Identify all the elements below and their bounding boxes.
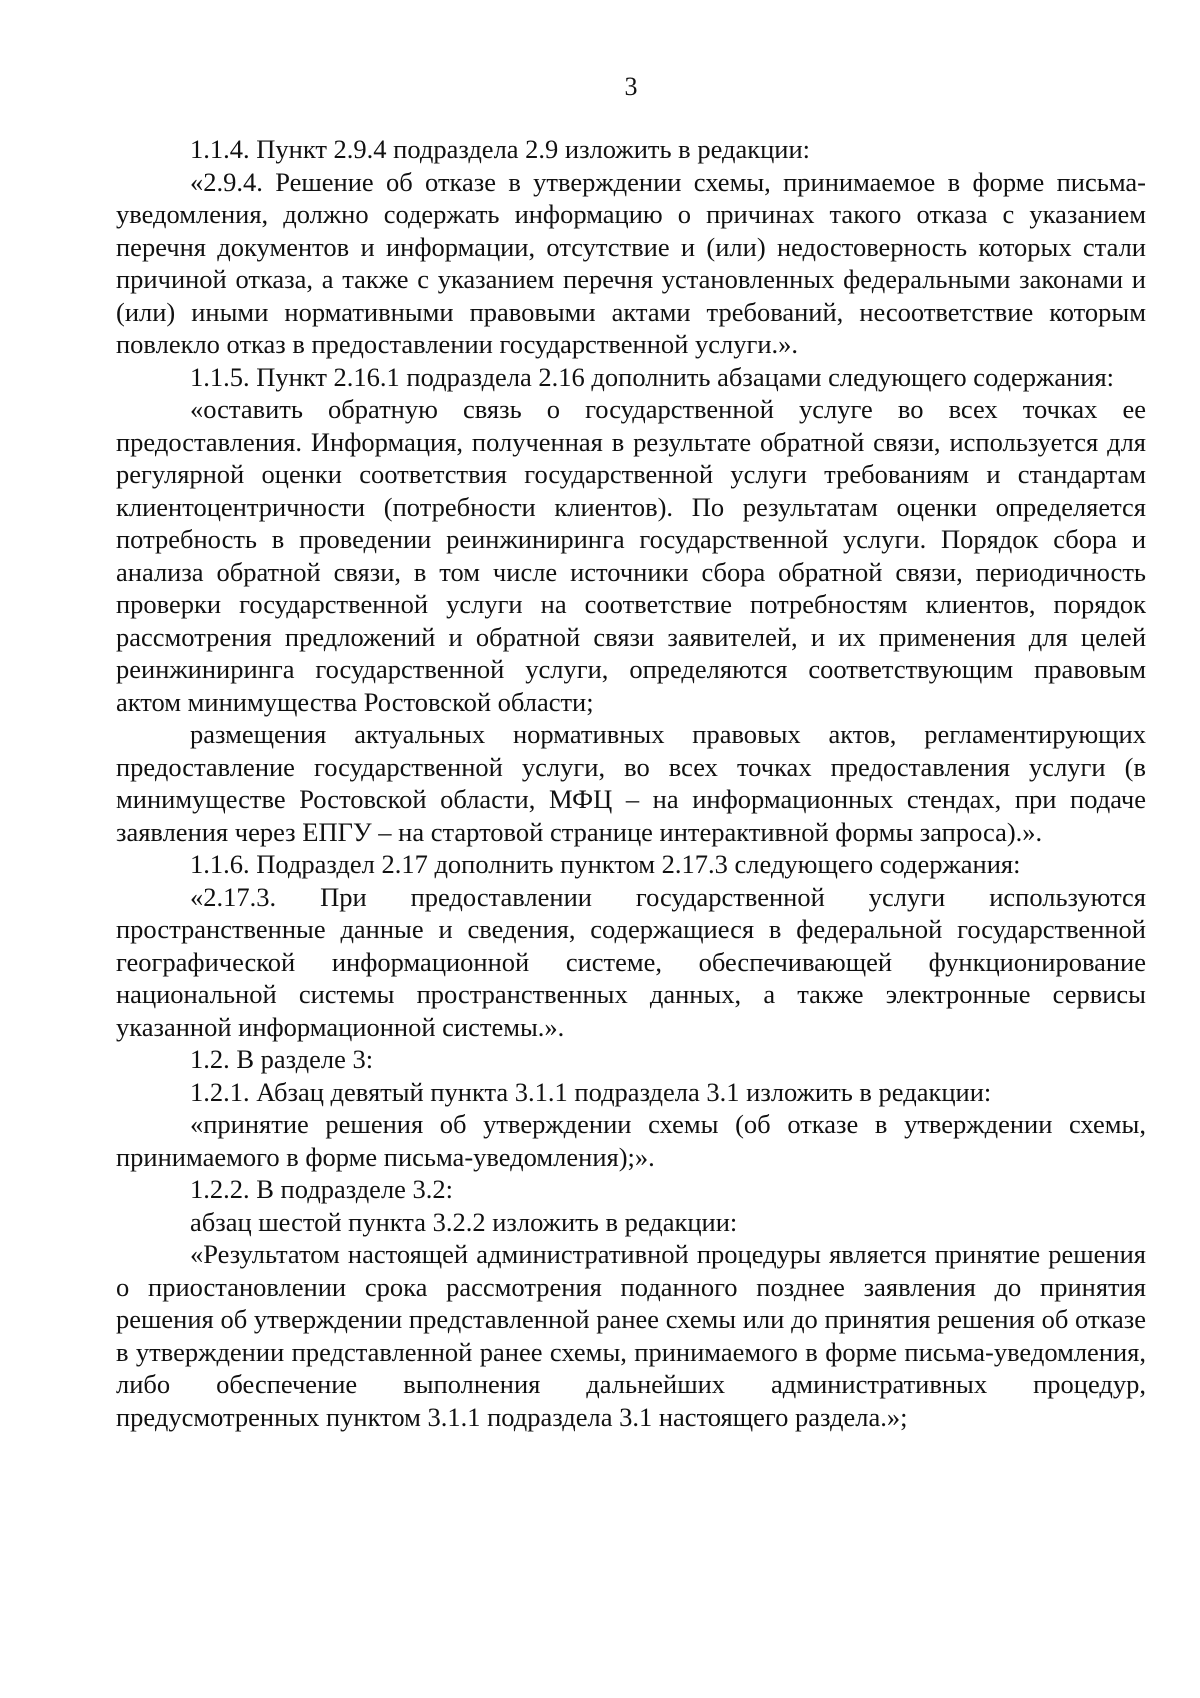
paragraph-quote-placement: размещения актуальных нормативных правовых актов, регламентирующих предоставление государственной услуги, во всех точках предоставления услуги (в минимуществе Ростовской области, МФЦ – на информационных стендах, при подаче заявления через ЕПГУ – на стартовой странице интерактивной формы запроса).». [116, 719, 1146, 847]
paragraph-quote-result: «Результатом настоящей административной процедуры является принятие решения о приостановлении срока рассмотрения поданного позднее заявления до принятия решения об утверждении представленной ранее схемы или до принятия решения об отказе в утверждении представленной ранее схемы, принимаемого в форме письма-уведомления, либо обеспечение выполнения дальнейших административных процедур, предусмотренных пунктом 3.1.1 подраздела 3.1 настоящего раздела.»; [116, 1239, 1146, 1432]
paragraph-quote-2-9-4: «2.9.4. Решение об отказе в утверждении схемы, принимаемое в форме письма-уведомления, должно содержать информацию о причинах такого отказа с указанием перечня документов и информации, отсутствие и (или) недостоверность которых стали причиной отказа, а также с указанием перечня установленных федеральными законами и (или) иными нормативными правовыми актами требований, несоответствие которым повлекло отказ в предоставлении государственной услуги.». [116, 166, 1146, 359]
page-number: 3 [624, 72, 638, 101]
paragraph-quote-2-17-3: «2.17.3. При предоставлении государственной услуги используются пространственные данные и сведения, содержащиеся в федеральной государственной географической информационной системе, обеспечивающей функционирование национальной системы пространственных данных, а также электронные сервисы указанной информационной системы.». [116, 881, 1146, 1042]
paragraph-1-2-2: 1.2.2. В подразделе 3.2: [190, 1174, 454, 1204]
document-body [116, 133, 1146, 1433]
paragraph-1-1-5: 1.1.5. Пункт 2.16.1 подраздела 2.16 дополнить абзацами следующего содержания: [190, 361, 1115, 392]
paragraph-1-1-4: 1.1.4. Пункт 2.9.4 подраздела 2.9 изложить в редакции: [190, 134, 811, 164]
paragraph-1-2-1: 1.2.1. Абзац девятый пункта 3.1.1 подраздела 3.1 изложить в редакции: [190, 1076, 992, 1107]
paragraph-quote-decision: «принятие решения об утверждении схемы (об отказе в утверждении схемы, принимаемого в форме письма-уведомления);». [116, 1109, 1146, 1172]
paragraph-quote-feedback: «оставить обратную связь о государственной услуге во всех точках ее предоставления. Информация, полученная в результате обратной связи, используется для регулярной оценки соответствия государственной услуги требованиям и стандартам клиентоцентричности (потребности клиентов). По результатам оценки определяется потребность в проведении реинжиниринга государственной услуги. Порядок сбора и анализа обратной связи, в том числе источники сбора обратной связи, периодичность проверки государственной услуги на соответствие потребностям клиентов, порядок рассмотрения предложений и обратной связи заявителей, и их применения для целей реинжиниринга государственной услуги, определяются соответствующим правовым актом минимущества Ростовской области; [116, 394, 1146, 717]
paragraph-1-1-6: 1.1.6. Подраздел 2.17 дополнить пунктом 2.17.3 следующего содержания: [190, 849, 1021, 879]
paragraph-abzac-6: абзац шестой пункта 3.2.2 изложить в редакции: [190, 1206, 738, 1237]
paragraph-1-2: 1.2. В разделе 3: [190, 1044, 374, 1074]
